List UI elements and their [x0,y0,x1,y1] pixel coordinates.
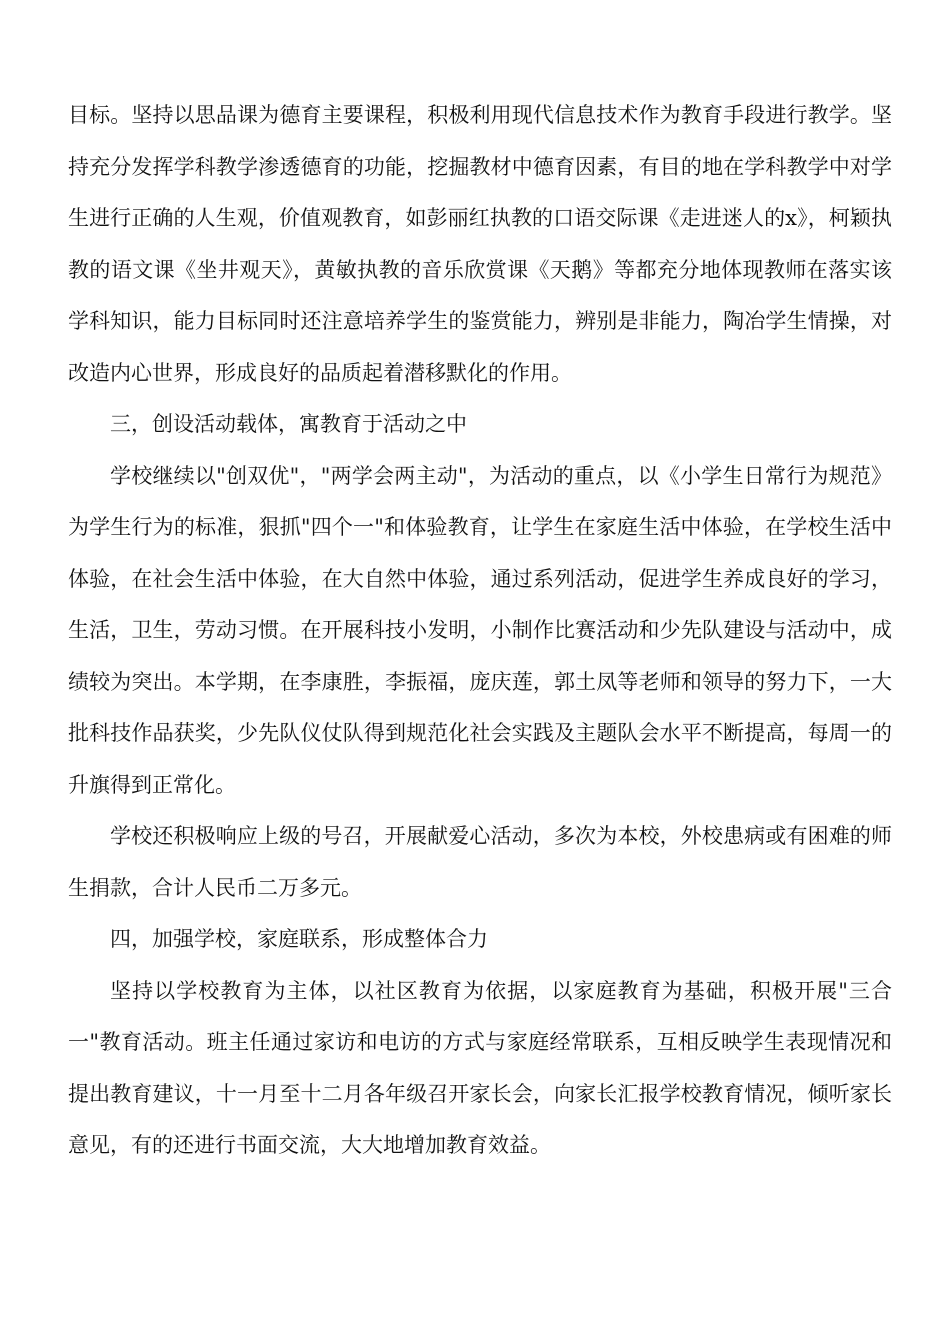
paragraph-home-school: 坚持以学校教育为主体，以社区教育为依据，以家庭教育为基础，积极开展"三合一"教育活动。班主任通过家访和电访的方式与家庭经常联系，互相反映学生表现情况和提出教育建议，十一月至十二月各年级召开家长会，向家长汇报学校教育情况，倾听家长意见，有的还进行书面交流，大大地增加教育效益。 [68,978,892,1157]
document-page [68,90,892,1172]
paragraph-activities: 学校继续以"创双优"，"两学会两主动"，为活动的重点，以《小学生日常行为规范》为学生行为的标准，狠抓"四个一"和体验教育，让学生在家庭生活中体验，在学校生活中体验，在社会生活中体验，在大自然中体验，通过系列活动，促进学生养成良好的学习，生活，卫生，劳动习惯。在开展科技小发明，小制作比赛活动和少先队建设与活动中，成绩较为突出。本学期，在李康胜，李振福，庞庆莲，郭土凤等老师和领导的努力下，一大批科技作品获奖，少先队仪仗队得到规范化社会实践及主题队会水平不断提高，每周一的升旗得到正常化。 [68,463,892,797]
section-heading-three: 三，创设活动载体，寓教育于活动之中 [110,412,467,436]
paragraph-charity: 学校还积极响应上级的号召，开展献爱心活动，多次为本校，外校患病或有困难的师生捐款，合计人民币二万多元。 [68,824,892,900]
paragraph-continued-intro: 目标。坚持以思品课为德育主要课程，积极利用现代信息技术作为教育手段进行教学。坚持充分发挥学科教学渗透德育的功能，挖掘教材中德育因素，有目的地在学科教学中对学生进行正确的人生观，价值观教育，如彭丽红执教的口语交际课《走进迷人的x》，柯颖执教的语文课《坐井观天》，黄敏执教的音乐欣赏课《天鹅》等都充分地体现教师在落实该学科知识，能力目标同时还注意培养学生的鉴赏能力，辨别是非能力，陶冶学生情操，对改造内心世界，形成良好的品质起着潜移默化的作用。 [68,103,892,385]
section-heading-four: 四，加强学校，家庭联系，形成整体合力 [110,927,488,951]
